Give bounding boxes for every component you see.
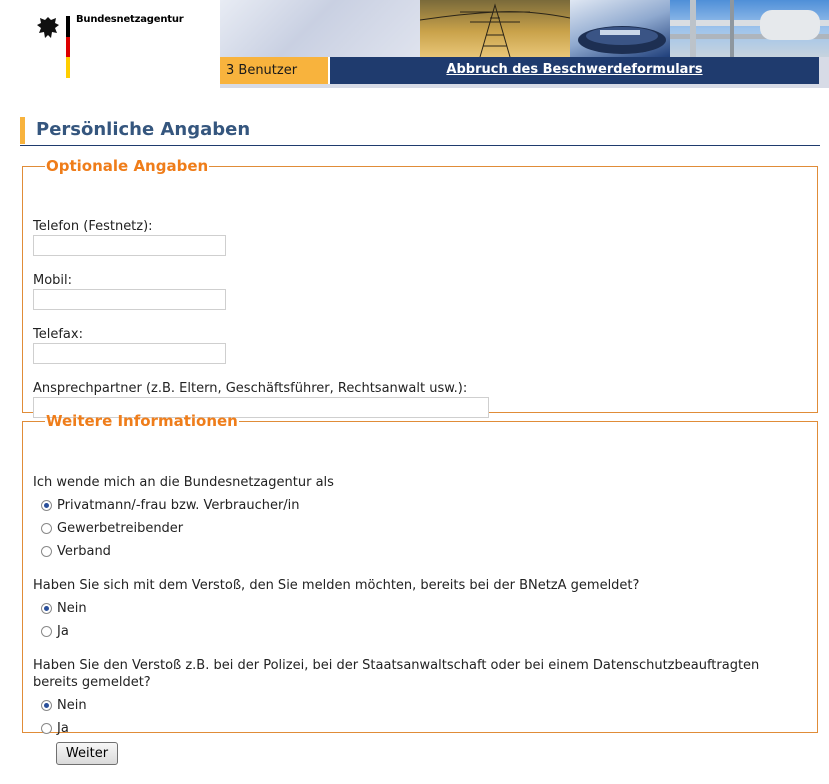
header-underline xyxy=(220,84,829,88)
q1-option-business[interactable] xyxy=(41,519,183,537)
q1-option-label: Verband xyxy=(57,543,111,559)
radio-selected-icon[interactable] xyxy=(41,500,52,511)
cancel-form-link[interactable]: Abbruch des Beschwerdeformulars xyxy=(446,62,703,77)
page-title: Persönliche Angaben xyxy=(36,119,251,140)
page-title-bar xyxy=(20,117,820,146)
continue-button[interactable]: Weiter xyxy=(56,742,118,765)
radio-icon[interactable] xyxy=(41,546,52,557)
q1-text: Ich wende mich an die Bundesnetzagentur als xyxy=(33,475,334,490)
radio-selected-icon[interactable] xyxy=(41,603,52,614)
header-banner xyxy=(220,0,829,57)
nav-bar-end xyxy=(819,57,829,84)
q1-option-label: Privatmann/-frau bzw. Verbraucher/in xyxy=(57,497,300,513)
q3-option-no[interactable] xyxy=(41,696,87,714)
fax-input[interactable] xyxy=(33,343,226,364)
q2-option-label: Ja xyxy=(57,623,69,639)
flag-stripe xyxy=(66,16,70,78)
title-accent xyxy=(20,117,25,144)
federal-eagle-icon xyxy=(34,14,62,42)
phone-label: Telefon (Festnetz): xyxy=(33,219,153,234)
radio-selected-icon[interactable] xyxy=(41,700,52,711)
more-info-fieldset xyxy=(22,412,818,736)
q2-text: Haben Sie sich mit dem Verstoß, den Sie melden möchten, bereits bei der BNetzA gemeldet? xyxy=(33,578,640,593)
q3-option-label: Ja xyxy=(57,720,69,736)
mobile-input[interactable] xyxy=(33,289,226,310)
q1-option-private[interactable] xyxy=(41,496,300,514)
q2-option-label: Nein xyxy=(57,600,87,616)
q2-option-no[interactable] xyxy=(41,599,87,617)
q3-option-yes[interactable] xyxy=(41,719,69,737)
q1-option-label: Gewerbetreibender xyxy=(57,520,184,536)
nav-bar xyxy=(330,57,819,84)
user-count: 3 Benutzer xyxy=(220,57,328,84)
logo xyxy=(0,0,220,88)
q3-option-label: Nein xyxy=(57,697,87,713)
mobile-label: Mobil: xyxy=(33,273,73,288)
more-info-legend: Weitere Informationen xyxy=(46,412,238,430)
radio-icon[interactable] xyxy=(41,723,52,734)
q3-text-line1: Haben Sie den Verstoß z.B. bei der Polizei, bei der Staatsanwaltschaft oder bei einem Datenschutzbeauftragten xyxy=(33,658,760,673)
q2-option-yes[interactable] xyxy=(41,622,69,640)
optional-legend: Optionale Angaben xyxy=(46,157,209,175)
logo-text: Bundesnetzagentur xyxy=(76,14,184,25)
radio-icon[interactable] xyxy=(41,626,52,637)
fax-label: Telefax: xyxy=(33,327,83,342)
phone-input[interactable] xyxy=(33,235,226,256)
optional-fieldset xyxy=(22,157,818,413)
q1-option-association[interactable] xyxy=(41,542,111,560)
radio-icon[interactable] xyxy=(41,523,52,534)
header xyxy=(0,0,829,88)
q3-text-line2: bereits gemeldet? xyxy=(33,675,151,690)
contact-person-label: Ansprechpartner (z.B. Eltern, Geschäftsführer, Rechtsanwalt usw.): xyxy=(33,381,468,396)
